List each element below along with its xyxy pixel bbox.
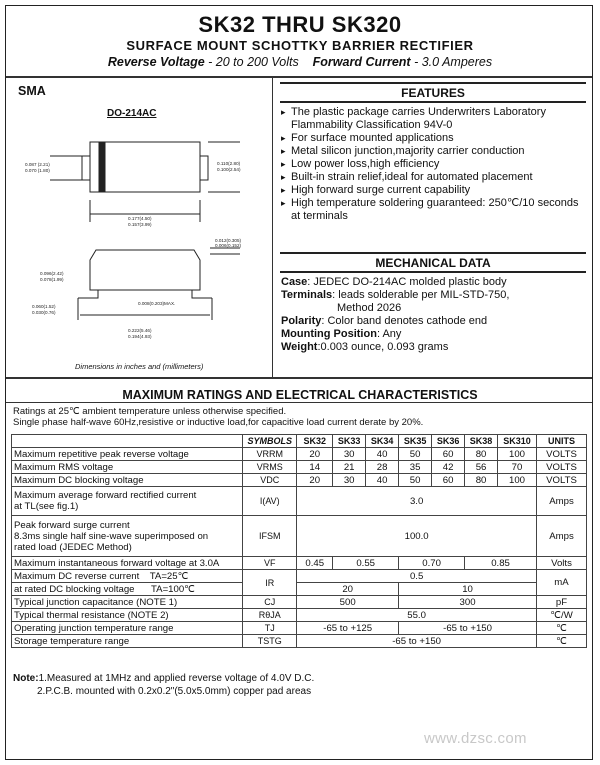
symbol-cell: IFSM (243, 516, 297, 557)
spec-line (0, 55, 600, 69)
feature-item: ▸ High forward surge current capability (281, 184, 586, 197)
param-cell: Typical thermal resistance (NOTE 2) (12, 609, 243, 622)
value-cell: -65 to +125 (297, 622, 399, 635)
col-part: SK310 (498, 435, 537, 448)
note-1: 1.Measured at 1MHz and applied reverse voltage of 4.0V D.C. (38, 673, 315, 684)
value-cell: 30 (333, 448, 366, 461)
feature-item: ▸ Low power loss,high efficiency (281, 158, 586, 171)
ratings-note-2: Single phase half-wave 60Hz,resistive or inductive load,for capacitive load current derate by 20%. (13, 417, 424, 428)
unit-cell: Amps (537, 516, 587, 557)
left-lead-side (78, 290, 98, 298)
forward-current-label: Forward Current (312, 55, 411, 69)
table-row (12, 461, 587, 474)
ratings-heading: MAXIMUM RATINGS AND ELECTRICAL CHARACTERISTICS (122, 388, 478, 402)
table-row (12, 622, 587, 635)
left-lead-top (82, 156, 90, 180)
param-cell: Maximum DC blocking voltage (12, 474, 243, 487)
forward-current-value: - 3.0 Amperes (414, 55, 493, 69)
cathode-band (99, 142, 105, 192)
value-cell: -65 to +150 (399, 622, 537, 635)
note-2: 2.P.C.B. mounted with 0.2x0.2"(5.0x5.0mm) copper pad areas (37, 686, 312, 697)
value-cell: 100 (498, 474, 537, 487)
page-title: SK32 THRU SK320 (198, 12, 402, 37)
value-cell: 30 (333, 474, 366, 487)
dim-height-min: 0.100(2.54) (217, 167, 241, 172)
feature-item: ▸ For surface mounted applications (281, 132, 586, 145)
column-divider (272, 77, 273, 377)
mech-weight: Weight:0.003 ounce, 0.093 grams (281, 341, 449, 353)
dim-body-height-max: 0.096(2.42) (40, 271, 64, 276)
features-list (281, 106, 586, 223)
unit-cell: VOLTS (537, 461, 587, 474)
param-cell (12, 570, 243, 583)
param-line: at rated DC blocking voltage (14, 583, 135, 595)
mech-mounting: Mounting Position: Any (281, 328, 402, 340)
table-row (12, 583, 587, 596)
feature-item: ▸ Built-in strain relief,ideal for automated placement (281, 171, 586, 184)
unit-cell: mA (537, 570, 587, 596)
value-cell: 60 (432, 474, 465, 487)
dim-width-min: 0.070 (1.80) (25, 168, 50, 173)
features-top-rule (280, 82, 586, 84)
col-units: UNITS (537, 435, 587, 448)
col-part: SK35 (399, 435, 432, 448)
right-lead-side (192, 290, 212, 298)
page-subtitle: SURFACE MOUNT SCHOTTKY BARRIER RECTIFIER (126, 38, 474, 53)
value-cell: 42 (432, 461, 465, 474)
table-row (12, 635, 587, 648)
unit-cell: ℃/W (537, 609, 587, 622)
ratings-divider (6, 377, 592, 379)
param-line: 8.3ms single half sine-wave superimposed on (14, 530, 209, 542)
table-row (12, 596, 587, 609)
symbol-cell: CJ (243, 596, 297, 609)
param-line: at TL(see fig.1) (14, 501, 79, 512)
right-lead-top (200, 156, 208, 180)
param-cell: Operating junction temperature range (12, 622, 243, 635)
table-row (12, 609, 587, 622)
table-row (12, 448, 587, 461)
dim-lead-len-max: 0.060(1.52) (32, 304, 56, 309)
symbol-cell: VF (243, 557, 297, 570)
param-cell (12, 487, 243, 516)
mechanical-bottom-rule (280, 271, 586, 273)
value-cell: 3.0 (297, 487, 537, 516)
col-part: SK34 (366, 435, 399, 448)
symbol-cell: RθJA (243, 609, 297, 622)
condition-text: TA=25℃ (149, 570, 189, 582)
dim-overall-min: 0.194(4.93) (128, 334, 152, 339)
value-cell: 0.85 (465, 557, 537, 570)
table-row (12, 516, 587, 557)
ratings-conditions (13, 406, 423, 428)
features-bottom-rule (280, 101, 586, 103)
value-cell: 56 (465, 461, 498, 474)
value-cell: 100.0 (297, 516, 537, 557)
unit-cell: pF (537, 596, 587, 609)
value-cell: 80 (465, 448, 498, 461)
unit-cell: VOLTS (537, 474, 587, 487)
value-cell: 55.0 (297, 609, 537, 622)
param-cell: Maximum repetitive peak reverse voltage (12, 448, 243, 461)
col-part: SK38 (465, 435, 498, 448)
param-line: Peak forward surge current (14, 519, 130, 531)
dim-length-min: 0.157(3.99) (128, 222, 152, 227)
col-part: SK36 (432, 435, 465, 448)
symbol-cell: TJ (243, 622, 297, 635)
value-cell: 20 (297, 474, 333, 487)
dim-height-max: 0.110(2.80) (217, 161, 241, 166)
value-cell: 35 (399, 461, 432, 474)
dim-length-max: 0.177(4.50) (128, 216, 152, 221)
package-name: SMA (18, 84, 46, 98)
dim-standoff: 0.008(0.203)MAX. (138, 301, 176, 306)
mech-terminals: Terminals: leads solderable per MIL-STD-750, (281, 289, 510, 301)
col-symbols: SYMBOLS (243, 435, 297, 448)
reverse-voltage-value: - 20 to 200 Volts (208, 55, 299, 69)
value-cell: 14 (297, 461, 333, 474)
reverse-voltage-label: Reverse Voltage (107, 55, 205, 69)
value-cell: 0.55 (333, 557, 399, 570)
value-cell: 500 (297, 596, 399, 609)
symbol-cell: IR (243, 570, 297, 596)
value-cell: 0.45 (297, 557, 333, 570)
symbol-cell: VRRM (243, 448, 297, 461)
features-heading: FEATURES (401, 86, 465, 100)
param-line: rated load (JEDEC Method) (14, 541, 132, 553)
footnotes (13, 672, 314, 698)
symbol-cell: VDC (243, 474, 297, 487)
value-cell: 40 (366, 448, 399, 461)
feature-item: ▸ Metal silicon junction,majority carrier conduction (281, 145, 586, 158)
dim-overall-max: 0.222(5.46) (128, 328, 152, 333)
mechanical-data (281, 276, 586, 354)
param-line: Maximum DC reverse current (14, 570, 140, 582)
dimension-note: Dimensions in inches and (millimeters) (75, 362, 204, 371)
table-header-row (12, 435, 587, 448)
ratings-heading-rule (6, 402, 592, 403)
watermark: www.dzsc.com (424, 730, 527, 747)
table-row (12, 474, 587, 487)
value-cell: 0.5 (297, 570, 537, 583)
feature-item: ▸ High temperature soldering guaranteed: 250℃/10 seconds at terminals (281, 197, 586, 223)
symbol-cell: TSTG (243, 635, 297, 648)
value-cell: 300 (399, 596, 537, 609)
header-divider (6, 76, 592, 78)
note-label: Note: (13, 673, 39, 684)
table-row (12, 557, 587, 570)
side-view-body (90, 250, 200, 290)
value-cell: 60 (432, 448, 465, 461)
value-cell: -65 to +150 (297, 635, 537, 648)
unit-cell: Amps (537, 487, 587, 516)
unit-cell: ℃ (537, 635, 587, 648)
table-row (12, 570, 587, 583)
unit-cell: ℃ (537, 622, 587, 635)
param-cell: Typical junction capacitance (NOTE 1) (12, 596, 243, 609)
value-cell: 20 (297, 583, 399, 596)
value-cell: 100 (498, 448, 537, 461)
mech-case: Case: JEDEC DO-214AC molded plastic body (281, 276, 507, 288)
param-cell (12, 516, 243, 557)
col-part: SK32 (297, 435, 333, 448)
top-view-body (90, 142, 200, 192)
ratings-note-1: Ratings at 25℃ ambient temperature unless otherwise specified. (13, 406, 287, 417)
package-outline-drawing (10, 120, 272, 350)
mechanical-heading: MECHANICAL DATA (375, 256, 491, 270)
value-cell: 0.70 (399, 557, 465, 570)
unit-cell: Volts (537, 557, 587, 570)
param-line: Maximum average forward rectified current (14, 490, 197, 501)
dim-lead-thick-max: 0.012(0.305) (215, 238, 242, 243)
value-cell: 21 (333, 461, 366, 474)
value-cell: 70 (498, 461, 537, 474)
mechanical-top-rule (280, 252, 586, 254)
feature-item: ▸ The plastic package carries Underwriters Laboratory Flammability Classification 94V-0 (281, 106, 586, 132)
value-cell: 80 (465, 474, 498, 487)
value-cell: 20 (297, 448, 333, 461)
param-cell: Storage temperature range (12, 635, 243, 648)
symbol-cell: VRMS (243, 461, 297, 474)
col-part: SK33 (333, 435, 366, 448)
dim-body-height-min: 0.078(1.99) (40, 277, 64, 282)
dim-lead-thick-min: 0.006(0.152) (215, 243, 242, 248)
value-cell: 10 (399, 583, 537, 596)
mech-terminals-method: Method 2026 (337, 302, 402, 314)
value-cell: 40 (366, 474, 399, 487)
value-cell: 50 (399, 448, 432, 461)
symbol-cell: I(AV) (243, 487, 297, 516)
ratings-table (11, 434, 587, 648)
value-cell: 50 (399, 474, 432, 487)
mech-polarity: Polarity: Color band denotes cathode end (281, 315, 488, 327)
unit-cell: VOLTS (537, 448, 587, 461)
param-cell (12, 583, 243, 596)
param-cell: Maximum instantaneous forward voltage at 3.0A (12, 557, 243, 570)
value-cell: 28 (366, 461, 399, 474)
condition-text: TA=100℃ (151, 583, 195, 595)
table-row (12, 487, 587, 516)
dim-lead-len-min: 0.030(0.76) (32, 310, 56, 315)
package-code: DO-214AC (107, 108, 157, 119)
dim-width-max: 0.087 (2.21) (25, 162, 50, 167)
param-cell: Maximum RMS voltage (12, 461, 243, 474)
